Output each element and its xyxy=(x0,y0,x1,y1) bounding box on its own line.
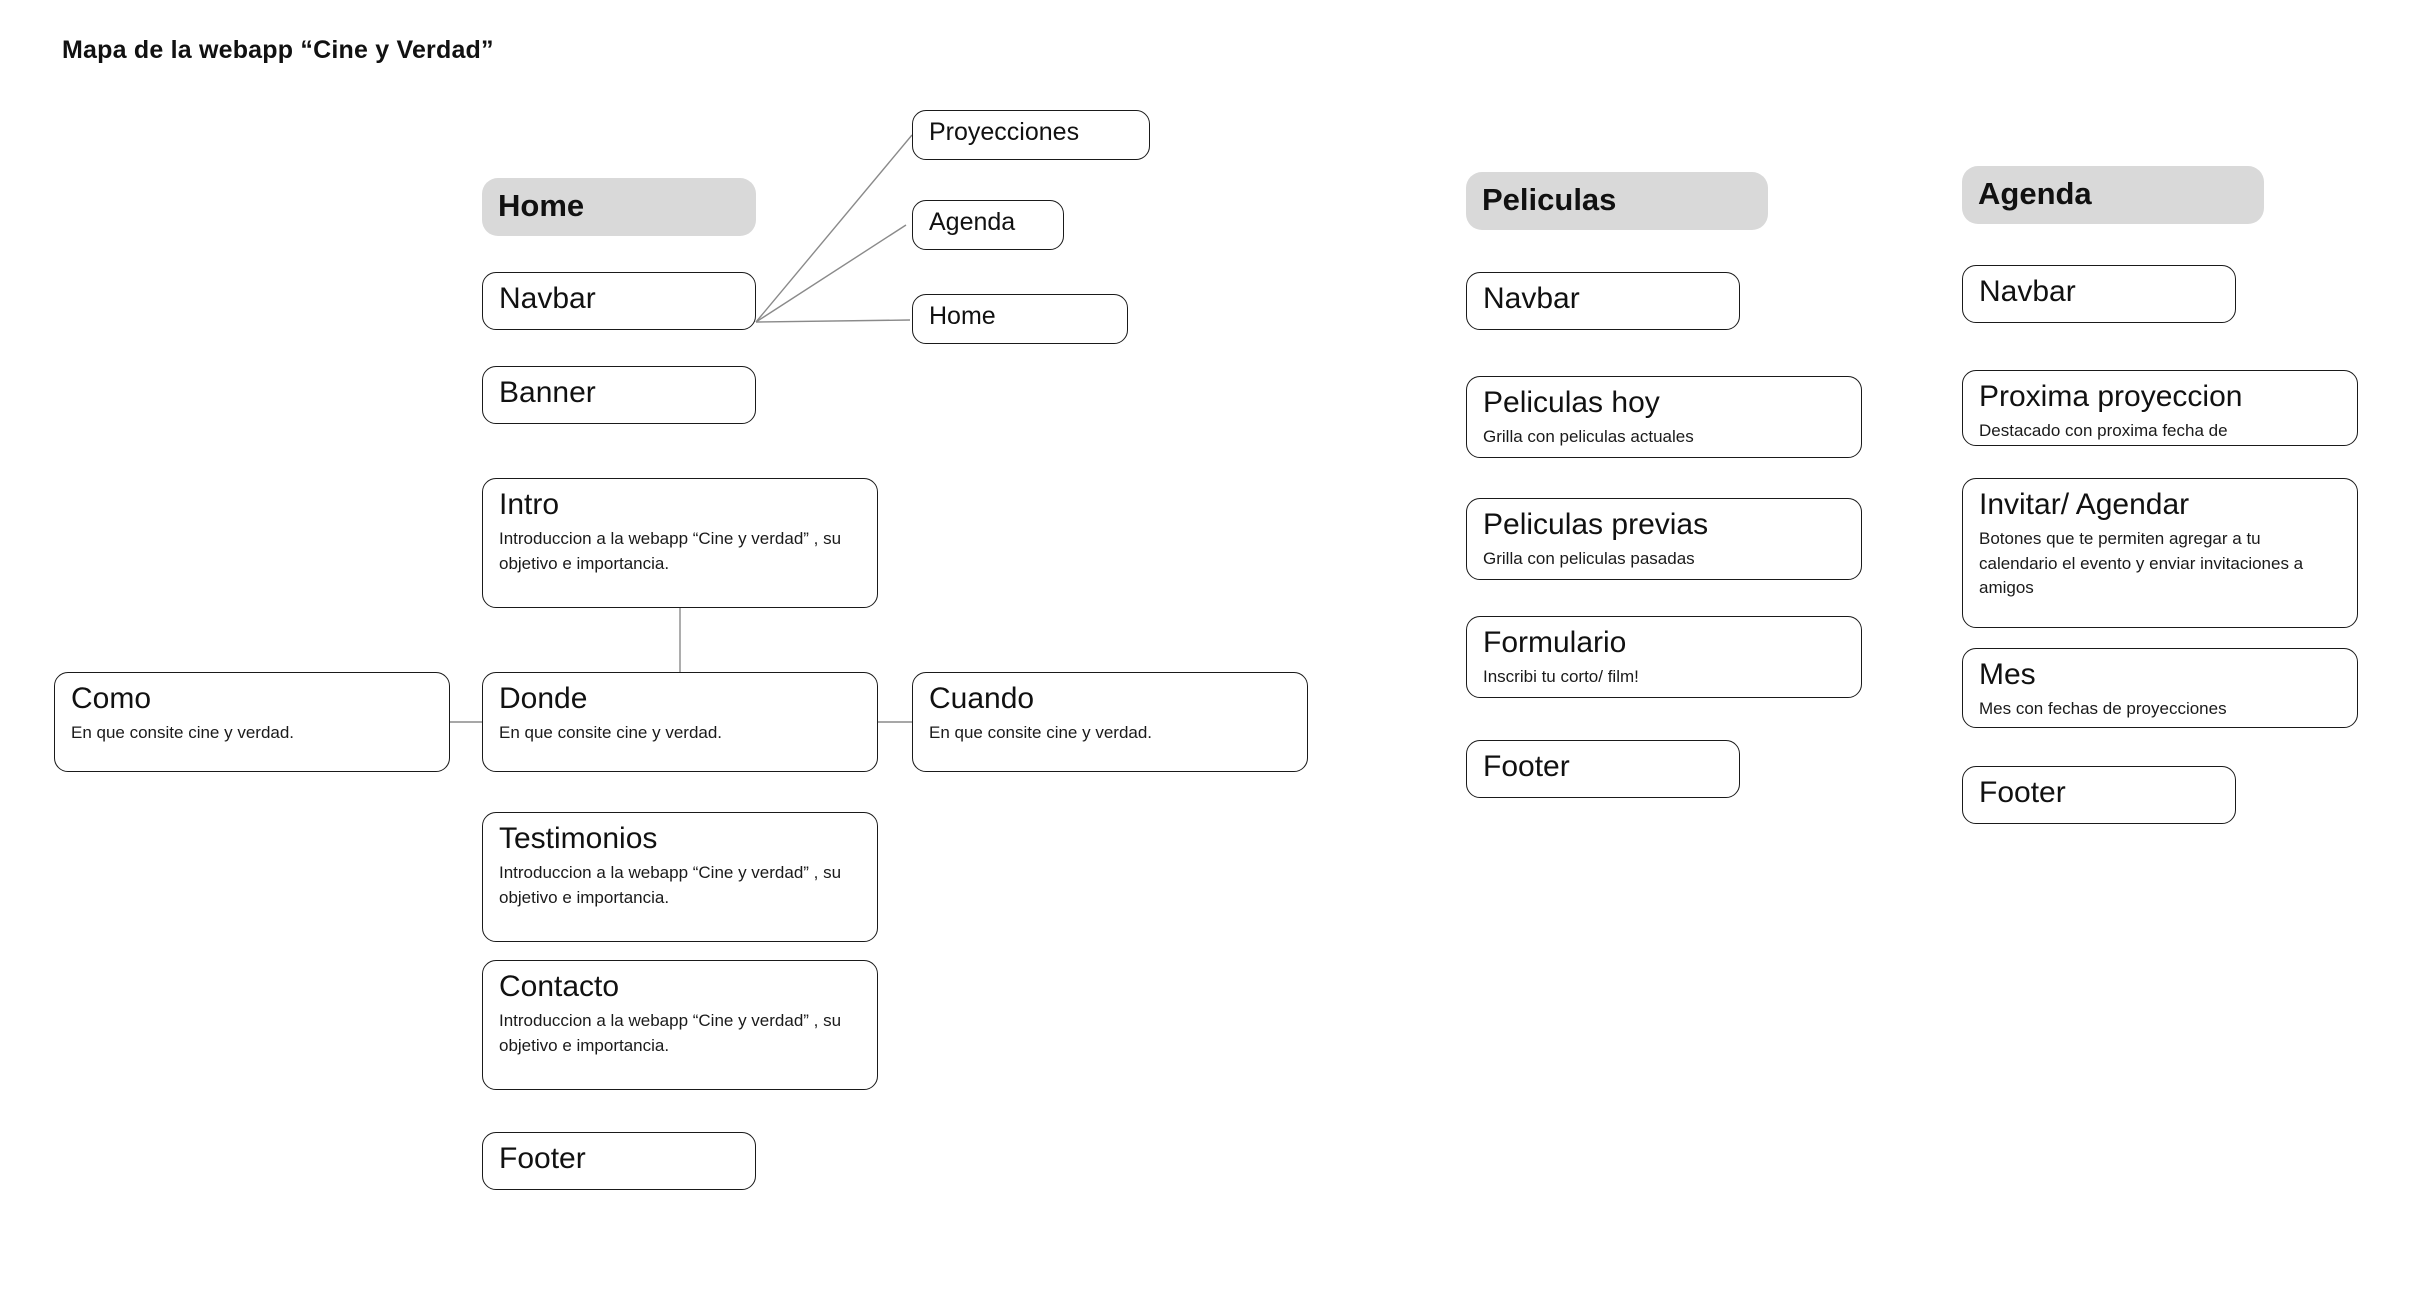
node-agenda-footer[interactable] xyxy=(1962,766,2236,824)
column-header-label: Agenda xyxy=(1978,176,2092,212)
node-title: Navbar xyxy=(1483,282,1580,315)
node-desc: Introduccion a la webapp “Cine y verdad” , su objetivo e importancia. xyxy=(499,863,842,907)
node-title: Peliculas hoy xyxy=(1483,386,1660,419)
node-title: Footer xyxy=(1483,750,1570,783)
node-desc: Introduccion a la webapp “Cine y verdad” , su objetivo e importancia. xyxy=(499,529,842,573)
node-title: Contacto xyxy=(499,970,620,1003)
column-header-peliculas xyxy=(1466,172,1768,230)
column-header-agenda xyxy=(1962,166,2264,224)
node-desc: Botones que te permiten agregar a tu calendario el evento y enviar invitaciones a amigos xyxy=(1979,529,2304,597)
node-home-donde[interactable] xyxy=(482,672,878,772)
node-desc: Mes con fechas de proyecciones xyxy=(1979,699,2227,719)
node-home-navbar[interactable] xyxy=(482,272,756,330)
node-agenda-proxima-proyeccion[interactable] xyxy=(1962,370,2358,446)
node-title: Cuando xyxy=(929,682,1035,715)
node-peliculas-navbar[interactable] xyxy=(1466,272,1740,330)
navbar-link-proyecciones[interactable] xyxy=(912,110,1150,160)
node-home-testimonios[interactable] xyxy=(482,812,878,942)
node-desc: En que consite cine y verdad. xyxy=(71,723,295,743)
node-title: Navbar xyxy=(1979,275,2076,308)
node-title: Footer xyxy=(1979,776,2066,809)
node-title: Como xyxy=(71,682,152,715)
node-agenda-mes[interactable] xyxy=(1962,648,2358,728)
node-peliculas-footer[interactable] xyxy=(1466,740,1740,798)
node-title: Peliculas previas xyxy=(1483,508,1709,541)
node-title: Formulario xyxy=(1483,626,1627,659)
node-home-contacto[interactable] xyxy=(482,960,878,1090)
node-desc: Grilla con peliculas actuales xyxy=(1483,427,1694,447)
node-title: Intro xyxy=(499,488,560,521)
node-agenda-invitar-agendar[interactable] xyxy=(1962,478,2358,628)
navbar-link-home[interactable] xyxy=(912,294,1128,344)
node-home-intro[interactable] xyxy=(482,478,878,608)
node-title: Proxima proyeccion xyxy=(1979,380,2243,413)
node-home-como[interactable] xyxy=(54,672,450,772)
page-title: Mapa de la webapp “Cine y Verdad” xyxy=(62,36,494,64)
node-home-footer[interactable] xyxy=(482,1132,756,1190)
node-peliculas-hoy[interactable] xyxy=(1466,376,1862,458)
node-title: Testimonios xyxy=(499,822,658,855)
node-peliculas-formulario[interactable] xyxy=(1466,616,1862,698)
column-header-label: Home xyxy=(498,188,585,224)
node-title: Banner xyxy=(499,376,596,409)
node-title: Footer xyxy=(499,1142,586,1175)
node-home-banner[interactable] xyxy=(482,366,756,424)
node-desc: En que consite cine y verdad. xyxy=(499,723,723,743)
node-title: Mes xyxy=(1979,658,2036,691)
node-home-cuando[interactable] xyxy=(912,672,1308,772)
node-desc: Inscribi tu corto/ film! xyxy=(1483,667,1639,687)
node-title: Home xyxy=(929,302,996,330)
node-desc: En que consite cine y verdad. xyxy=(929,723,1153,743)
node-title: Proyecciones xyxy=(929,118,1080,146)
node-desc: Destacado con proxima fecha de xyxy=(1979,421,2228,441)
node-desc: Grilla con peliculas pasadas xyxy=(1483,549,1695,569)
node-title: Agenda xyxy=(929,208,1016,236)
navbar-link-agenda[interactable] xyxy=(912,200,1064,250)
node-title: Invitar/ Agendar xyxy=(1979,488,2190,521)
node-desc: Introduccion a la webapp “Cine y verdad” , su objetivo e importancia. xyxy=(499,1011,842,1055)
node-title: Navbar xyxy=(499,282,596,315)
node-title: Donde xyxy=(499,682,588,715)
column-header-home xyxy=(482,178,756,236)
column-header-label: Peliculas xyxy=(1482,182,1617,218)
node-agenda-navbar[interactable] xyxy=(1962,265,2236,323)
node-peliculas-previas[interactable] xyxy=(1466,498,1862,580)
